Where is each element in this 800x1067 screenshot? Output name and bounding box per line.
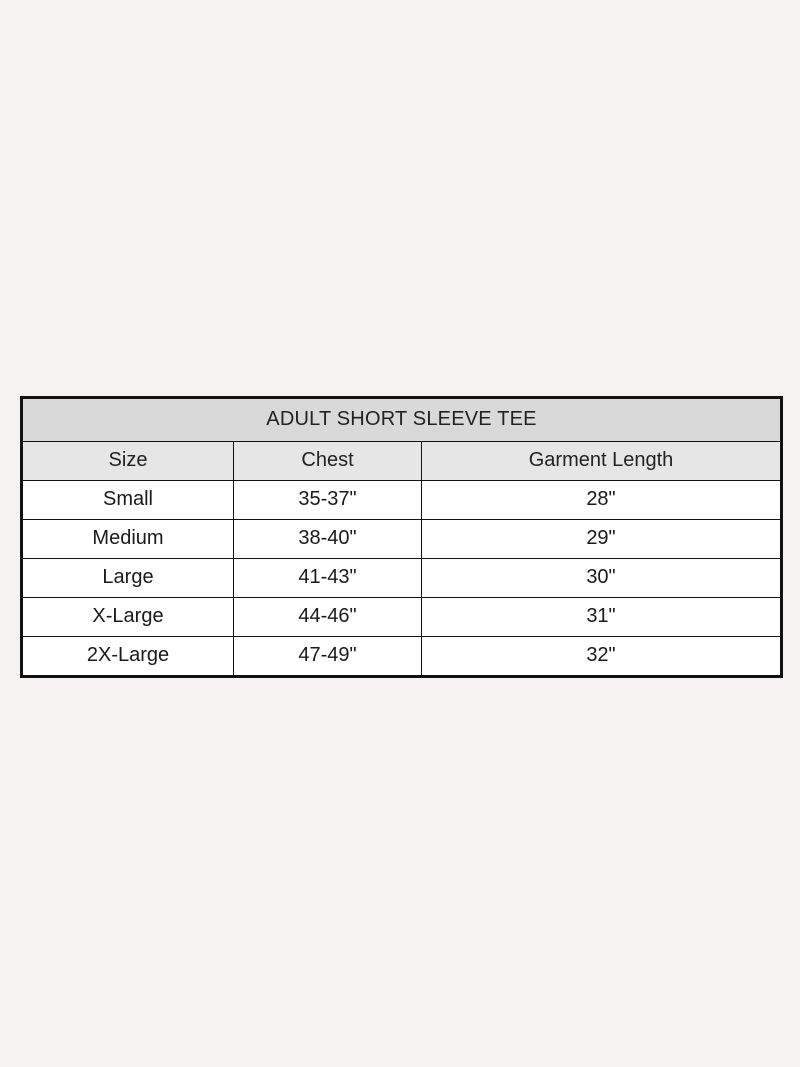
cell-garment-length: 32" bbox=[422, 637, 782, 677]
table-row bbox=[22, 559, 782, 598]
cell-chest: 41-43" bbox=[234, 559, 422, 598]
cell-size: X-Large bbox=[22, 598, 234, 637]
size-chart-table bbox=[20, 396, 783, 678]
column-header-chest: Chest bbox=[234, 442, 422, 481]
size-chart-title: ADULT SHORT SLEEVE TEE bbox=[22, 398, 782, 442]
cell-chest: 35-37" bbox=[234, 481, 422, 520]
table-title-row bbox=[22, 398, 782, 442]
cell-size: 2X-Large bbox=[22, 637, 234, 677]
cell-garment-length: 31" bbox=[422, 598, 782, 637]
column-header-size: Size bbox=[22, 442, 234, 481]
table-row bbox=[22, 637, 782, 677]
table-header-row bbox=[22, 442, 782, 481]
cell-size: Medium bbox=[22, 520, 234, 559]
cell-garment-length: 30" bbox=[422, 559, 782, 598]
cell-size: Small bbox=[22, 481, 234, 520]
size-chart-container bbox=[20, 396, 780, 678]
cell-chest: 38-40" bbox=[234, 520, 422, 559]
cell-size: Large bbox=[22, 559, 234, 598]
table-row bbox=[22, 598, 782, 637]
table-row bbox=[22, 481, 782, 520]
cell-chest: 44-46" bbox=[234, 598, 422, 637]
cell-garment-length: 29" bbox=[422, 520, 782, 559]
cell-garment-length: 28" bbox=[422, 481, 782, 520]
column-header-garment-length: Garment Length bbox=[422, 442, 782, 481]
table-row bbox=[22, 520, 782, 559]
cell-chest: 47-49" bbox=[234, 637, 422, 677]
